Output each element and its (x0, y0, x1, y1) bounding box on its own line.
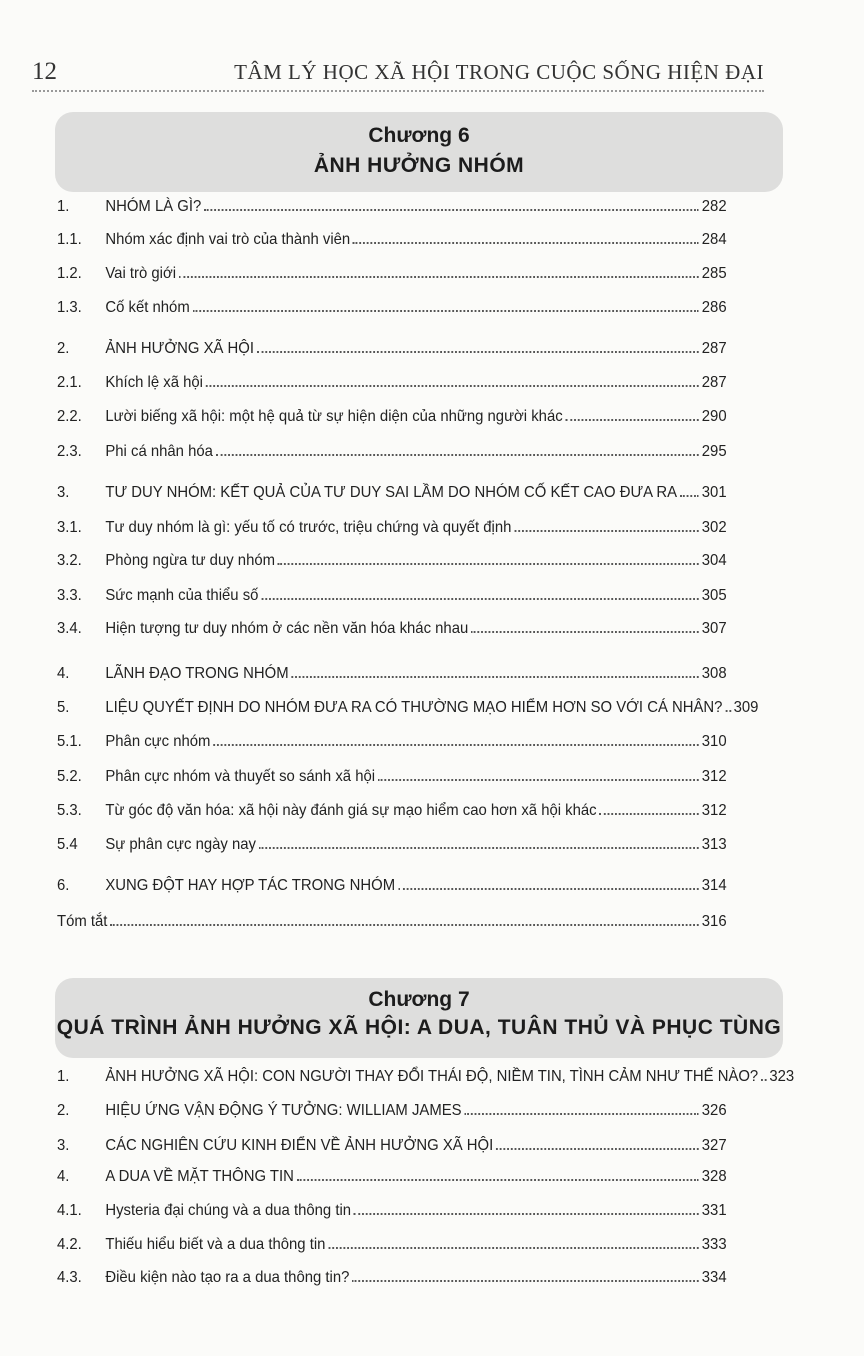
toc-entry-title: Hiện tượng tư duy nhóm ở các nền văn hóa khác nhau (105, 620, 469, 637)
toc-entry-page: 305 (701, 587, 727, 604)
toc-entry-page: 286 (701, 299, 727, 316)
toc-entry-number: 4.1. (57, 1202, 82, 1219)
toc-entry-page: 282 (701, 198, 727, 215)
dot-leader (193, 310, 699, 312)
dot-leader (398, 888, 699, 890)
dot-leader (496, 1148, 699, 1150)
running-title: TÂM LÝ HỌC XÃ HỘI TRONG CUỘC SỐNG HIỆN ĐẠI (234, 60, 764, 84)
dot-leader (353, 242, 699, 244)
dot-leader (213, 744, 699, 746)
toc-entry (57, 195, 727, 219)
dot-leader (328, 1247, 699, 1249)
toc-entry-title: Sự phân cực ngày nay (105, 836, 256, 853)
toc-entry (57, 1266, 727, 1290)
toc-entry (57, 262, 727, 286)
dot-leader (599, 813, 699, 815)
toc-entry-page: 287 (701, 340, 727, 357)
toc-entry-page: 327 (701, 1137, 727, 1154)
toc-entry-number: 2. (57, 1102, 70, 1119)
dot-leader (471, 631, 699, 633)
toc-entry-number: 3.2. (57, 552, 82, 569)
toc-entry-number: 1.1. (57, 231, 82, 248)
toc-entry-title: Tóm tắt (57, 913, 108, 930)
toc-entry-number: 1. (57, 1068, 70, 1085)
toc-entry (57, 440, 727, 464)
toc-entry (57, 481, 727, 505)
toc-entry-page: 307 (701, 620, 727, 637)
toc-entry-number: 6. (57, 877, 70, 894)
toc-entry-number: 4. (57, 665, 70, 682)
toc-entry (57, 1099, 727, 1123)
toc-entry-title: ẢNH HƯỞNG XÃ HỘI (105, 340, 255, 357)
toc-entry-title: XUNG ĐỘT HAY HỢP TÁC TRONG NHÓM (105, 877, 396, 894)
dot-leader (680, 495, 699, 497)
toc-entry-number: 5.1. (57, 733, 82, 750)
toc-entry-page: 312 (701, 768, 727, 785)
toc-entry (57, 617, 727, 641)
toc-entry-number: 2.2. (57, 408, 82, 425)
toc-entry-page: 301 (701, 484, 727, 501)
dot-leader (206, 385, 699, 387)
toc-entry-number: 1.2. (57, 265, 82, 282)
dot-leader (278, 563, 699, 565)
dot-leader (261, 598, 699, 600)
dot-leader (259, 847, 699, 849)
dot-leader (204, 209, 699, 211)
toc-entry-title: Vai trò giới (105, 265, 177, 282)
toc-entry (57, 1165, 727, 1189)
toc-entry-title: ẢNH HƯỞNG XÃ HỘI: CON NGƯỜI THAY ĐỔI THÁI ĐỘ, NIỀM TIN, TÌNH CẢM NHƯ THẾ NÀO? (105, 1068, 759, 1085)
toc-entry-number: 4. (57, 1168, 70, 1185)
toc-entry-title: NHÓM LÀ GÌ? (105, 198, 202, 215)
chapter-label: Chương 7 (368, 988, 470, 1011)
toc-entry-page: 304 (701, 552, 727, 569)
toc-entry (57, 1233, 727, 1257)
toc-entry (57, 1134, 727, 1158)
dot-leader (110, 924, 699, 926)
toc-entry-title: Cố kết nhóm (105, 299, 190, 316)
toc-entry-title: A DUA VỀ MẶT THÔNG TIN (105, 1168, 294, 1185)
dot-leader (352, 1280, 699, 1282)
toc-entry-page: 309 (733, 699, 759, 716)
toc-entry-number: 2.1. (57, 374, 82, 391)
toc-entry-number: 5.2. (57, 768, 82, 785)
toc-entry (57, 730, 727, 754)
toc-entry-title: Phi cá nhân hóa (105, 443, 213, 460)
dot-leader (354, 1213, 699, 1215)
toc-entry-title: CÁC NGHIÊN CỨU KINH ĐIỂN VỀ ẢNH HƯỞNG XÃ HỘI (105, 1137, 494, 1154)
toc-entry-title: HIỆU ỨNG VẬN ĐỘNG Ý TƯỞNG: WILLIAM JAMES (105, 1102, 462, 1119)
toc-entry-title: Nhóm xác định vai trò của thành viên (105, 231, 351, 248)
toc-entry (57, 874, 727, 898)
toc-entry-page: 287 (701, 374, 727, 391)
toc-entry-title: Phân cực nhóm và thuyết so sánh xã hội (105, 768, 376, 785)
toc-entry-title: Lười biếng xã hội: một hệ quả từ sự hiện diện của những người khác (105, 408, 563, 425)
toc-entry-number: 3.1. (57, 519, 82, 536)
toc-entry-title: Tư duy nhóm là gì: yếu tố có trước, triệu chứng và quyết định (105, 519, 512, 536)
chapter-6-heading (55, 112, 783, 192)
toc-entry (57, 228, 727, 252)
chapter-title: QUÁ TRÌNH ẢNH HƯỞNG XÃ HỘI: A DUA, TUÂN THỦ VÀ PHỤC TÙNG (56, 1016, 782, 1039)
toc-entry-page: 331 (701, 1202, 727, 1219)
toc-entry (57, 549, 727, 573)
toc-entry-page: 333 (701, 1236, 727, 1253)
toc-entry-page: 284 (701, 231, 727, 248)
toc-entry-number: 4.3. (57, 1269, 82, 1286)
toc-entry-page: 313 (701, 836, 727, 853)
toc-entry (57, 337, 727, 361)
toc-entry-page: 334 (701, 1269, 727, 1286)
toc-entry-number: 1. (57, 198, 70, 215)
toc-entry-number: 3.3. (57, 587, 82, 604)
toc-entry-page: 308 (701, 665, 727, 682)
toc-entry-title: LÃNH ĐẠO TRONG NHÓM (105, 665, 289, 682)
toc-entry-page: 302 (701, 519, 727, 536)
toc-entry-title: Từ góc độ văn hóa: xã hội này đánh giá sự mạo hiểm cao hơn xã hội khác (105, 802, 597, 819)
toc-entry-page: 290 (701, 408, 727, 425)
toc-entry (57, 1199, 727, 1223)
toc-entry-page: 314 (701, 877, 727, 894)
header-rule (32, 90, 764, 92)
toc-entry-page: 285 (701, 265, 727, 282)
toc-entry (57, 765, 727, 789)
toc-entry (57, 696, 759, 720)
toc-entry-number: 3. (57, 1137, 70, 1154)
dot-leader (725, 710, 731, 712)
dot-leader (514, 530, 699, 532)
chapter-7-heading (55, 978, 783, 1058)
dot-leader (565, 419, 699, 421)
toc-entry (57, 405, 727, 429)
toc-entry-title: Sức mạnh của thiểu số (105, 587, 259, 604)
toc-entry-number: 5. (57, 699, 70, 716)
toc-entry-number: 2.3. (57, 443, 82, 460)
dot-leader (216, 454, 699, 456)
dot-leader (761, 1079, 767, 1081)
toc-entry (57, 662, 727, 686)
toc-entry-page: 328 (701, 1168, 727, 1185)
toc-entry (57, 584, 727, 608)
dot-leader (179, 276, 699, 278)
toc-entry-number: 3. (57, 484, 70, 501)
toc-entry-page: 323 (769, 1068, 795, 1085)
toc-entry-number: 4.2. (57, 1236, 82, 1253)
chapter-title: ẢNH HƯỞNG NHÓM (313, 154, 525, 177)
toc-entry (57, 799, 727, 823)
toc-entry-page: 326 (701, 1102, 727, 1119)
toc-entry (57, 296, 727, 320)
toc-entry-number: 2. (57, 340, 70, 357)
toc-entry-title: Khích lệ xã hội (105, 374, 203, 391)
toc-entry-title: Điều kiện nào tạo ra a dua thông tin? (105, 1269, 350, 1286)
toc-entry-title: Phân cực nhóm (105, 733, 211, 750)
toc-entry-page: 312 (701, 802, 727, 819)
toc-entry-number: 1.3. (57, 299, 82, 316)
toc-entry-page: 295 (701, 443, 727, 460)
dot-leader (257, 351, 699, 353)
page-header (32, 58, 764, 92)
toc-entry-title: TƯ DUY NHÓM: KẾT QUẢ CỦA TƯ DUY SAI LẦM DO NHÓM CỐ KẾT CAO ĐƯA RA (105, 484, 678, 501)
toc-entry-number: 3.4. (57, 620, 82, 637)
chapter-label: Chương 6 (368, 124, 470, 147)
toc-entry (57, 833, 727, 857)
toc-entry (57, 516, 727, 540)
toc-entry-page: 316 (701, 913, 727, 930)
dot-leader (378, 779, 699, 781)
toc-entry-title: Hysteria đại chúng và a dua thông tin (105, 1202, 352, 1219)
page-number: 12 (32, 58, 57, 85)
toc-entry-title: Phòng ngừa tư duy nhóm (105, 552, 276, 569)
toc-entry-page: 310 (701, 733, 727, 750)
toc-entry (57, 910, 727, 934)
dot-leader (297, 1179, 699, 1181)
toc-entry-number: 5.3. (57, 802, 82, 819)
toc-entry-title: Thiếu hiểu biết và a dua thông tin (105, 1236, 326, 1253)
dot-leader (464, 1113, 699, 1115)
toc-entry-title: LIỆU QUYẾT ĐỊNH DO NHÓM ĐƯA RA CÓ THƯỜNG MẠO HIỂM HƠN SO VỚI CÁ NHÂN? (105, 699, 723, 716)
toc-entry (57, 1065, 795, 1089)
toc-entry (57, 371, 727, 395)
dot-leader (291, 676, 699, 678)
toc-entry-number: 5.4 (57, 836, 78, 853)
